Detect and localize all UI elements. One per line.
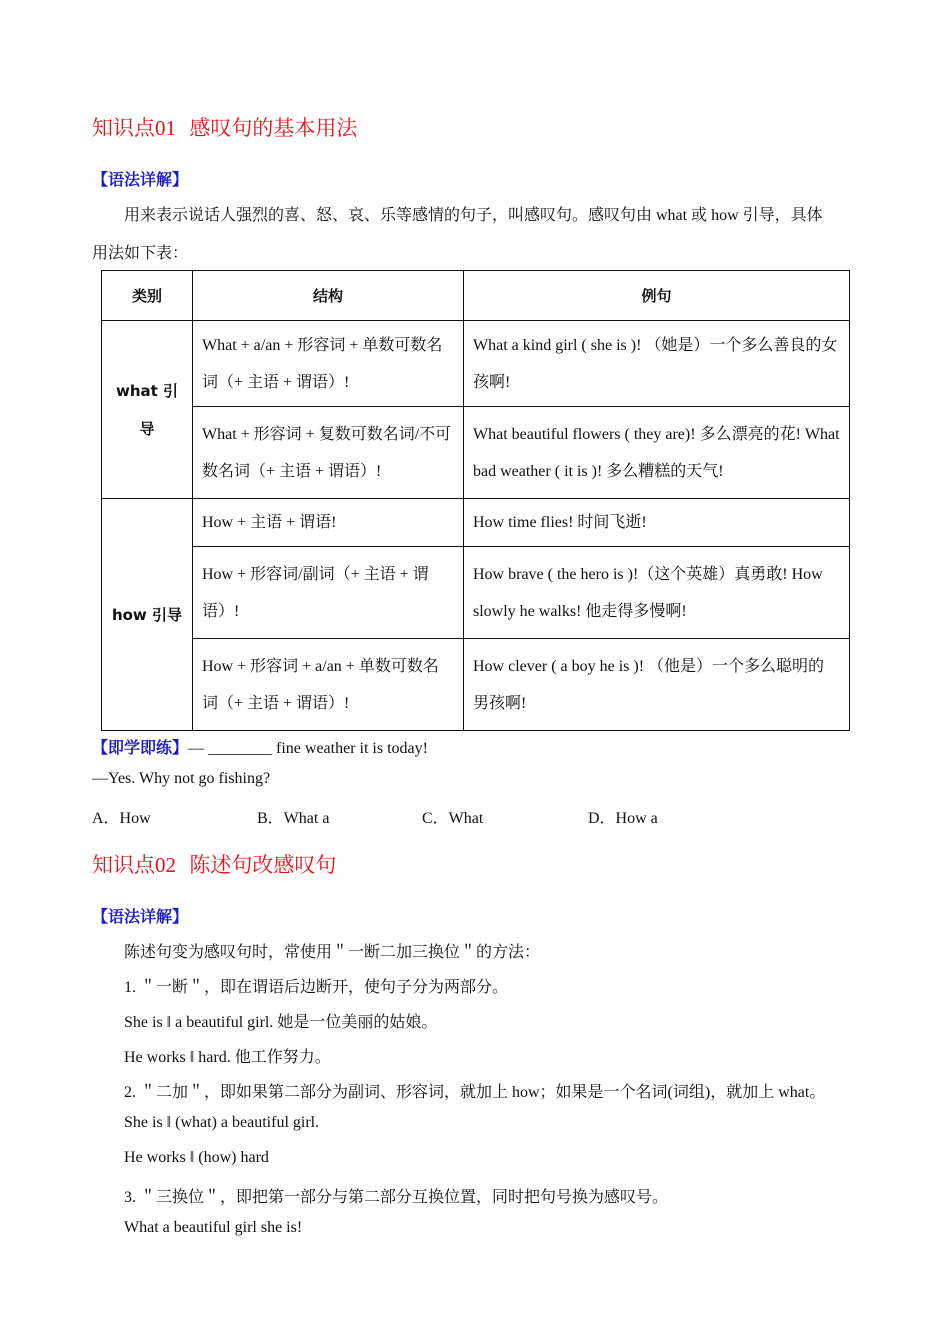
step-2: 2. ＂二加＂，即如果第二部分为副词、形容词，就加上 how；如果是一个名词(词组)，就加上 what。 — [124, 1084, 826, 1101]
table-row — [102, 407, 850, 499]
intro-paragraph-line-1: 用来表示说话人强烈的喜、怒、哀、乐等感情的句子，叫感叹句。感叹句由 what 或 how 引导，具体 — [124, 207, 823, 224]
structure-cell: How + 主语 + 谓语! — [193, 499, 464, 547]
step-3: 3. ＂三换位＂，即把第一部分与第二部分互换位置，同时把句号换为感叹号。 — [124, 1189, 669, 1206]
option-d[interactable]: D．How a — [588, 810, 658, 827]
intro-paragraph-line-2: 用法如下表： — [92, 245, 189, 262]
section-title-text: 感叹句的基本用法 — [189, 116, 358, 140]
example-cell: What beautiful flowers ( they are)! 多么漂亮的花! What bad weather ( it is )! 多么糟糕的天气! — [464, 407, 850, 499]
method-intro: 陈述句变为感叹句时，常使用＂一断二加三换位＂的方法： — [124, 944, 541, 961]
example-line: He works ‖ (how) hard — [124, 1149, 269, 1166]
table-row — [102, 321, 850, 407]
structure-cell: What + 形容词 + 复数可数名词/不可数名词（+ 主语 + 谓语）! — [193, 407, 464, 499]
section-title-number: 01 — [155, 116, 176, 140]
option-c[interactable]: C．What — [422, 810, 484, 827]
example-cell: What a kind girl ( she is )! （她是）一个多么善良的女孩啊! — [464, 321, 850, 407]
grammar-explanation-tag: 【语法详解】 — [92, 170, 189, 189]
section-title-number: 02 — [155, 853, 176, 877]
practice-reply: —Yes. Why not go fishing? — [92, 770, 271, 787]
example-cell: How time flies! 时间飞逝! — [464, 499, 850, 547]
header-structure: 结构 — [193, 271, 464, 321]
example-line: He works ‖ hard. 他工作努力。 — [124, 1049, 331, 1066]
section-title-01 — [92, 112, 357, 142]
table-header-row — [102, 271, 850, 321]
example-line: She is ‖ (what) a beautiful girl. — [124, 1114, 320, 1131]
structure-cell: How + 形容词 + a/an + 单数可数名词（+ 主语 + 谓语）! — [193, 639, 464, 731]
structure-cell: What + a/an + 形容词 + 单数可数名词（+ 主语 + 谓语）! — [193, 321, 464, 407]
category-what: what 引导 — [102, 321, 193, 499]
example-cell: How brave ( the hero is )!（这个英雄）真勇敢! How slowly he walks! 他走得多慢啊! — [464, 547, 850, 639]
section-title-02 — [92, 849, 336, 879]
table-row — [102, 639, 850, 731]
practice-question-text: — ________ fine weather it is today! — [188, 740, 428, 757]
practice-tag: 【即学即练】 — [92, 738, 189, 757]
example-line: What a beautiful girl she is! — [124, 1219, 303, 1236]
header-example: 例句 — [464, 271, 850, 321]
table-row — [102, 499, 850, 547]
section-title-prefix: 知识点 — [92, 116, 155, 140]
step-1: 1. ＂一断＂，即在谓语后边断开，使句子分为两部分。 — [124, 979, 509, 996]
structure-cell: How + 形容词/副词（+ 主语 + 谓语）! — [193, 547, 464, 639]
example-cell: How clever ( a boy he is )! （他是）一个多么聪明的男孩啊! — [464, 639, 850, 731]
category-how: how 引导 — [102, 499, 193, 731]
header-category: 类别 — [102, 271, 193, 321]
table-row — [102, 547, 850, 639]
option-b[interactable]: B．What a — [257, 810, 330, 827]
section-title-prefix: 知识点 — [92, 853, 155, 877]
exclamation-usage-table — [101, 270, 850, 731]
section-title-text: 陈述句改感叹句 — [189, 853, 337, 877]
example-line: She is ‖ a beautiful girl. 她是一位美丽的姑娘。 — [124, 1014, 438, 1031]
practice-question — [92, 735, 428, 758]
grammar-explanation-tag: 【语法详解】 — [92, 907, 189, 926]
option-a[interactable]: A．How — [92, 810, 151, 827]
